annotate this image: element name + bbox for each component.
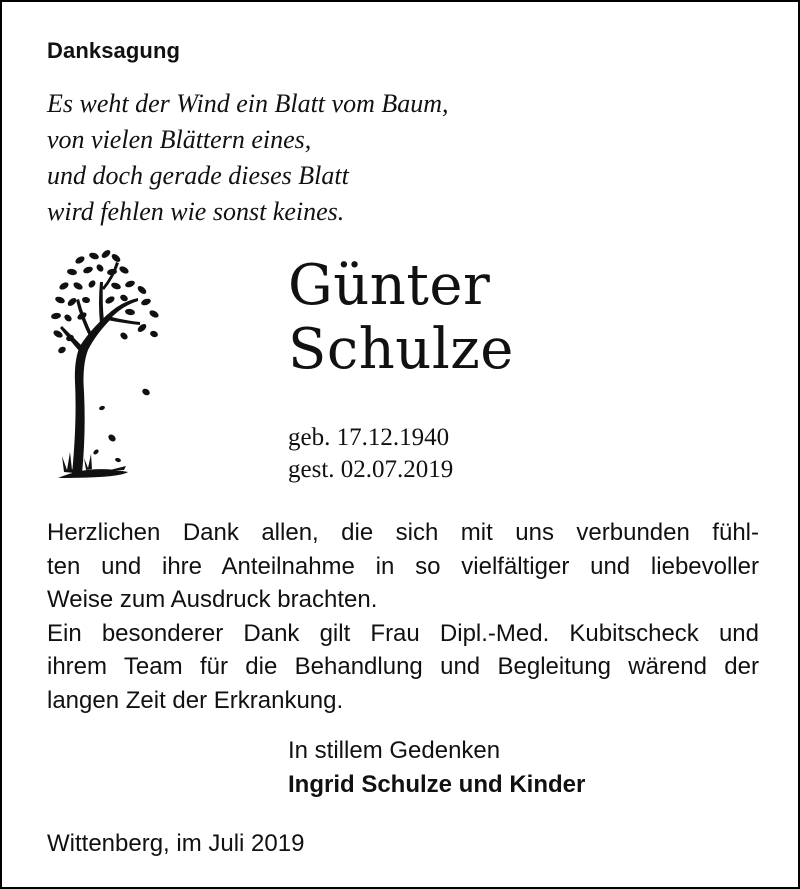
death-date: gest. 02.07.2019 <box>288 456 454 483</box>
body-line: ihrem Team für die Behandlung und Begleitung wärend der <box>47 653 759 680</box>
body-line: ten und ihre Anteilnahme in so vielfältiger und liebevoller <box>47 552 759 580</box>
birth-date: geb. 17.12.1940 <box>288 424 450 451</box>
signature: Ingrid Schulze und Kinder <box>288 771 586 798</box>
remembrance-text: In stillem Gedenken <box>288 737 501 764</box>
body-line: Herzlichen Dank allen, die sich mit uns verbunden fühl- <box>47 519 759 546</box>
first-name: Günter <box>288 253 491 318</box>
poem-line: von vielen Blättern eines, <box>47 125 312 154</box>
place-and-date: Wittenberg, im Juli 2019 <box>47 830 305 857</box>
notice-heading: Danksagung <box>47 38 181 63</box>
poem-line: wird fehlen wie sonst keines. <box>47 197 345 226</box>
thank-you-text <box>47 516 759 717</box>
body-line: langen Zeit der Erkrankung. <box>47 686 344 714</box>
body-line: Ein besonderer Dank gilt Frau Dipl.-Med. Kubitscheck und <box>47 619 759 647</box>
poem-line: Es weht der Wind ein Blatt vom Baum, <box>47 89 449 118</box>
tree-icon <box>50 242 162 482</box>
deceased-name <box>288 254 514 382</box>
last-name: Schulze <box>288 317 514 382</box>
body-line: Weise zum Ausdruck brachten. <box>47 586 378 613</box>
poem-line: und doch gerade dieses Blatt <box>47 161 349 190</box>
life-dates <box>288 422 453 486</box>
poem <box>47 86 449 230</box>
closing-block <box>288 734 585 802</box>
